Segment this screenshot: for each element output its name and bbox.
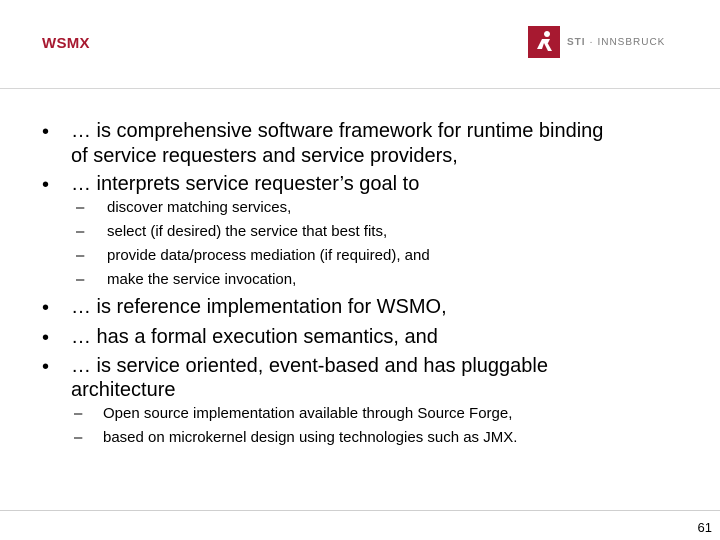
bullet-marker: •: [42, 297, 50, 319]
bullet-marker: •: [42, 327, 50, 349]
logo-brand: STI: [567, 36, 586, 48]
sub-bullet-text: select (if desired) the service that best fits,: [107, 223, 388, 240]
bullet-text-continued: architecture: [71, 379, 176, 401]
logo-location: INNSBRUCK: [597, 36, 666, 48]
sub-bullet-text: Open source implementation available through Source Forge,: [103, 405, 513, 422]
logo-separator: ·: [585, 36, 598, 48]
sub-bullet-marker: –: [76, 247, 85, 264]
bullet-text: … is reference implementation for WSMO,: [71, 296, 447, 318]
bullet-marker: •: [42, 174, 50, 196]
bullet-text: … is comprehensive software framework for runtime binding: [71, 120, 604, 142]
sub-bullet-marker: –: [76, 199, 85, 216]
sub-bullet-text: based on microkernel design using technologies such as JMX.: [103, 429, 518, 446]
bullet-marker: •: [42, 121, 50, 143]
sub-bullet-marker: –: [76, 223, 85, 240]
bullet-text: … has a formal execution semantics, and: [71, 326, 438, 348]
page-number: 61: [697, 520, 712, 535]
sub-bullet-text: make the service invocation,: [107, 271, 297, 288]
bullet-marker: •: [42, 356, 50, 378]
sub-bullet-text: provide data/process mediation (if required), and: [107, 247, 430, 264]
header-divider: [0, 88, 720, 89]
bullet-text: … is service oriented, event-based and has pluggable: [71, 355, 548, 377]
slide-title: WSMX: [42, 35, 90, 52]
sub-bullet-marker: –: [74, 429, 83, 446]
bullet-text: … interprets service requester’s goal to: [71, 173, 420, 195]
logo-text: [567, 37, 665, 48]
footer-divider: [0, 510, 720, 511]
sub-bullet-marker: –: [74, 405, 83, 422]
sub-bullet-marker: –: [76, 271, 85, 288]
slide-header: [0, 0, 720, 90]
sti-logo-icon: [528, 26, 560, 58]
bullet-text-continued: of service requesters and service providers,: [71, 145, 458, 167]
sti-innsbruck-logo: [528, 26, 665, 58]
sub-bullet-text: discover matching services,: [107, 199, 292, 216]
